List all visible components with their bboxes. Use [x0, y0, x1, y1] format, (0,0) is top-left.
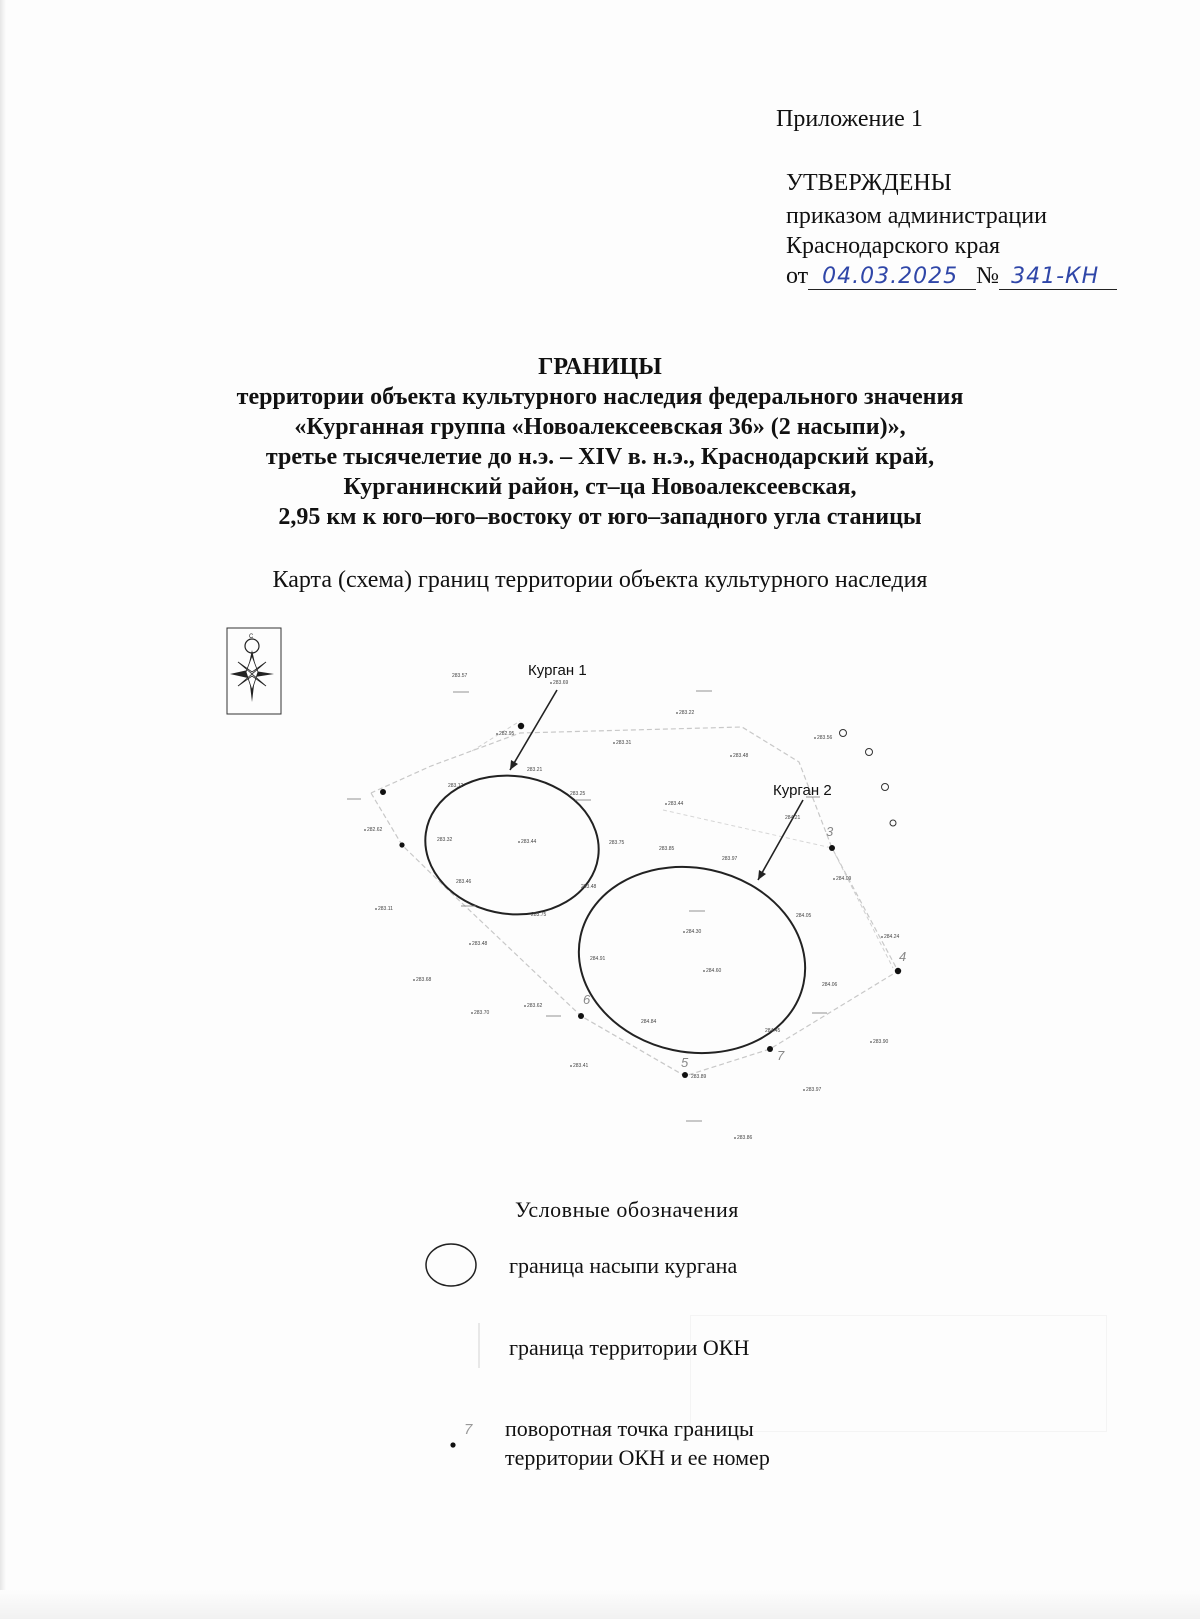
- date-prefix: от: [786, 263, 809, 289]
- elevation-marks: [367, 673, 900, 1141]
- point-number-3: 3: [826, 824, 834, 839]
- elevation-mark: 283.48: [472, 941, 488, 947]
- point-number-7: 7: [777, 1048, 785, 1063]
- title-line-4: Курганинский район, ст–ца Новоалексеевская,: [343, 474, 857, 500]
- title-heading: ГРАНИЦЫ: [538, 354, 662, 380]
- elevation-mark: 282.95: [499, 731, 515, 737]
- elevation-mark: 283.48: [733, 753, 749, 759]
- svg-text:С: С: [249, 634, 254, 640]
- title-line-5: 2,95 км к юго–юго–востоку от юго–западного угла станицы: [278, 504, 922, 530]
- elevation-mark: 284.45: [765, 1028, 781, 1034]
- compass-rose-icon: [227, 628, 281, 714]
- kurgan-2-label: Курган 2: [773, 782, 832, 799]
- legend-mound-boundary: граница насыпи кургана: [509, 1253, 738, 1278]
- elevation-mark: 283.97: [722, 856, 738, 862]
- elevation-mark: 283.21: [527, 767, 543, 773]
- elevation-mark: 283.11: [378, 906, 393, 912]
- title-line-1: территории объекта культурного наследия федерального значения: [236, 384, 964, 410]
- elevation-mark: 282.62: [367, 827, 383, 833]
- elevation-mark: 283.85: [659, 846, 675, 852]
- elevation-mark: 283.89: [691, 1074, 707, 1080]
- legend-turning-point-line-2: территории ОКН и ее номер: [505, 1445, 770, 1470]
- elevation-mark: 283.97: [806, 1087, 822, 1093]
- elevation-mark: 284.84: [641, 1019, 657, 1025]
- approved-by-region: Краснодарского края: [786, 233, 1001, 259]
- appendix-label: Приложение 1: [776, 106, 923, 132]
- elevation-mark: 283.75: [531, 912, 547, 918]
- approved-by-line: приказом администрации: [786, 203, 1047, 229]
- point-number-6: 6: [583, 992, 591, 1007]
- surface-notes: [347, 691, 827, 1121]
- circle-outline-icon: [426, 1244, 476, 1286]
- title-line-3: третье тысячелетие до н.э. – XIV в. н.э., Краснодарский край,: [265, 444, 935, 470]
- elevation-mark: 283.56: [817, 735, 833, 741]
- handwritten-number: 341-КН: [1011, 264, 1100, 289]
- elevation-mark: 283.44: [521, 839, 537, 845]
- elevation-mark: 284.06: [822, 982, 838, 988]
- approved-label: УТВЕРЖДЕНЫ: [786, 170, 952, 196]
- elevation-mark: 283.90: [873, 1039, 889, 1045]
- elevation-mark: 284.91: [590, 956, 606, 962]
- elevation-mark: 283.31: [616, 740, 632, 746]
- elevation-mark: 284.21: [785, 815, 801, 821]
- elevation-dots: [364, 682, 883, 1139]
- territory-boundary: [371, 721, 898, 1076]
- elevation-mark: 284.30: [686, 929, 702, 935]
- number-prefix: №: [976, 263, 1000, 289]
- elevation-mark: 283.46: [456, 879, 472, 885]
- map-subtitle: Карта (схема) границ территории объекта культурного наследия: [272, 567, 928, 593]
- elevation-mark: 283.44: [668, 801, 684, 807]
- hollow-markers: [840, 730, 897, 827]
- elevation-mark: 283.57: [452, 673, 468, 679]
- elevation-mark: 283.12: [448, 783, 464, 789]
- handwritten-date: 04.03.2025: [822, 264, 959, 289]
- legend-territory-boundary: граница территории ОКН: [509, 1335, 750, 1360]
- elevation-mark: 283.75: [609, 840, 625, 846]
- turning-point-icon: [450, 1421, 473, 1448]
- legend-title: Условные обозначения: [515, 1197, 739, 1222]
- elevation-mark: 283.62: [527, 1003, 543, 1009]
- elevation-mark: 283.32: [437, 837, 453, 843]
- turning-point-icon-number: 7: [464, 1421, 473, 1438]
- elevation-mark: 283.25: [570, 791, 586, 797]
- elevation-mark: 283.68: [416, 977, 432, 983]
- kurgan-1-label: Курган 1: [528, 662, 587, 679]
- elevation-mark: 283.70: [474, 1010, 490, 1016]
- elevation-mark: 283.86: [737, 1135, 753, 1141]
- title-line-2: «Курганная группа «Новоалексеевская 36» (2 насыпи)»,: [294, 414, 906, 440]
- elevation-mark: 283.41: [573, 1063, 589, 1069]
- elevation-mark: 284.09: [836, 876, 852, 882]
- kurgan-1-arrow: [510, 690, 557, 770]
- elevation-mark: 284.24: [884, 934, 900, 940]
- elevation-mark: 284.05: [796, 913, 812, 919]
- legend-turning-point-line-1: поворотная точка границы: [505, 1416, 754, 1441]
- elevation-mark: 283.69: [553, 680, 569, 686]
- point-number-5: 5: [681, 1055, 689, 1070]
- elevation-mark: 283.48: [581, 884, 597, 890]
- kurgan-1-outline: [416, 765, 608, 926]
- elevation-mark: 284.60: [706, 968, 722, 974]
- elevation-mark: 283.22: [679, 710, 695, 716]
- point-number-4: 4: [899, 949, 907, 964]
